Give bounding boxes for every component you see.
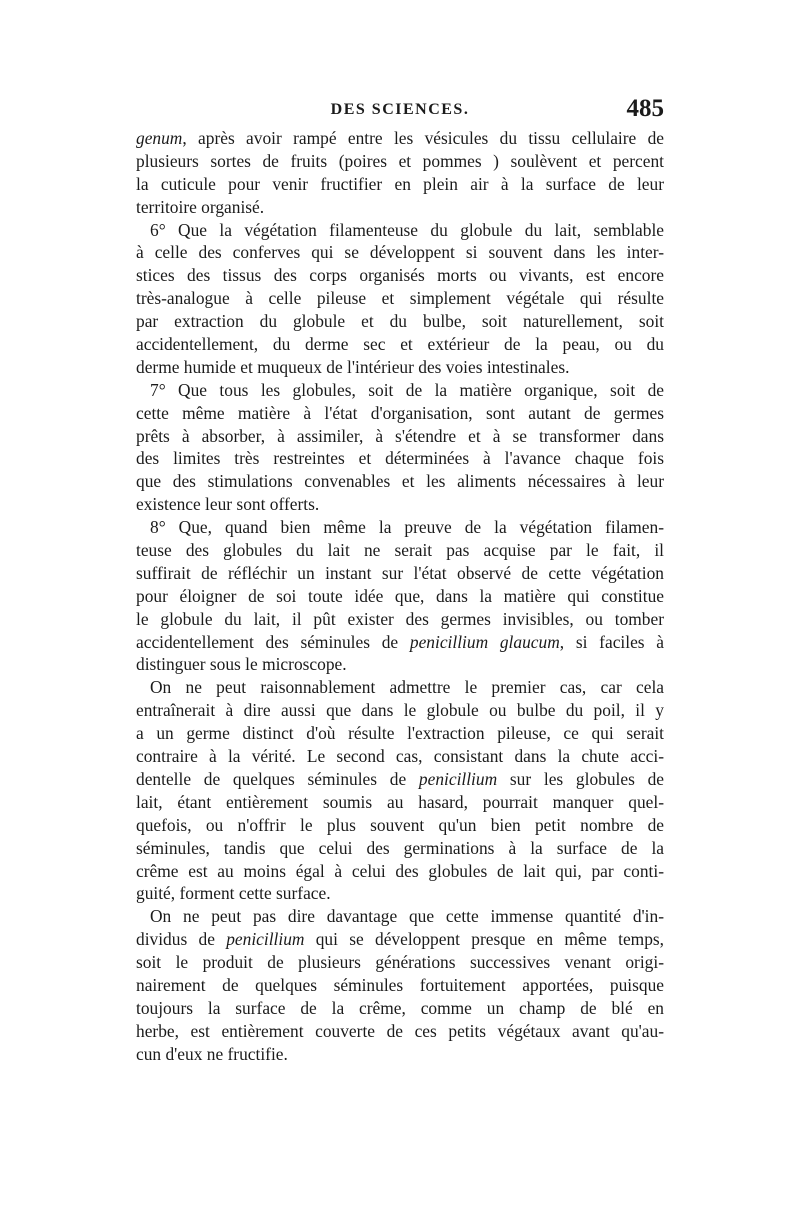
text-line: a un germe distinct d'où résulte l'extraction pileuse, ce qui serait [136,723,664,744]
text-line: 8° Que, quand bien même la preuve de la végétation filamen- [150,517,664,538]
page-number: 485 [626,95,664,122]
text-line: contraire à la vérité. Le second cas, consistant dans la chute acci- [136,746,664,767]
text-line: séminules, tandis que celui des germinations à la surface de la [136,837,664,858]
text-line: très-analogue à celle pileuse et simplement végétale qui résulte [136,288,664,309]
text-line: la cuticule pour venir fructifier en plein air à la surface de leur [136,173,664,194]
text-line: le globule du lait, il pût exister des germes invisibles, ou tomber [136,608,664,629]
text-line: lait, étant entièrement soumis au hasard, pourrait manquer quel- [136,791,664,812]
text-line: stices des tissus des corps organisés morts ou vivants, est encore [136,265,664,286]
italic-run: genum [136,128,183,148]
italic-run: penicillium glaucum [409,631,560,652]
text-line: dividus de penicillium qui se développent presque en même temps, [136,929,664,950]
text-line: crême est au moins égal à celui des globules de lait qui, par conti- [136,860,664,881]
text-line: soit le produit de plusieurs générations successives venant origi- [136,952,664,973]
italic-run: penicillium [418,768,498,789]
text-line: des limites très restreintes et déterminées à l'avance chaque fois [136,448,664,469]
italic-run: penicillium [226,929,305,950]
text-line: suffirait de réfléchir un instant sur l'état observé de cette végétation [136,562,664,583]
text-line: accidentellement des séminules de penicillium glaucum, si faciles à [136,631,664,652]
running-title: DES SCIENCES. [330,101,470,118]
text-line: cette même matière à l'état d'organisation, sont autant de germes [136,402,664,423]
text-line: dentelle de quelques séminules de penicillium sur les globules de [136,768,664,789]
text-line: territoire organisé. [136,196,265,217]
text-line: quefois, ou n'offrir le plus souvent qu'un bien petit nombre de [136,814,664,835]
running-head [136,95,664,125]
text-line: herbe, est entièrement couverte de ces petits végétaux avant qu'au- [136,1020,664,1041]
text-line: entraînerait à dire aussi que dans le globule ou bulbe du poil, il y [136,700,664,721]
text-line: accidentellement, du derme sec et extérieur de la peau, ou du [136,334,664,355]
text-line: cun d'eux ne fructifie. [136,1043,288,1064]
text-line: 7° Que tous les globules, soit de la matière organique, soit de [150,379,664,400]
body-text [136,127,664,1066]
text-line: On ne peut pas dire davantage que cette immense quantité d'in- [150,906,664,927]
text-line: à celle des conferves qui se développent si souvent dans les inter- [136,242,664,263]
text-line: guité, forment cette surface. [136,883,331,904]
text-line: par extraction du globule et du bulbe, soit naturellement, soit [136,311,664,332]
text-line: pour éloigner de soi toute idée que, dans la matière qui constitue [136,585,664,606]
text-line: nairement de quelques séminules fortuitement apportées, puisque [136,974,664,995]
text-line: genum, après avoir rampé entre les vésicules du tissu cellulaire de [136,128,664,148]
text-line: toujours la surface de la crême, comme un champ de blé en [136,997,664,1018]
text-line: 6° Que la végétation filamenteuse du globule du lait, semblable [150,219,664,240]
text-line: On ne peut raisonnablement admettre le premier cas, car cela [150,677,664,698]
text-line: prêts à absorber, à assimiler, à s'étendre et à se transformer dans [136,425,664,446]
text-line: plusieurs sortes de fruits (poires et pommes ) soulèvent et percent [136,150,664,171]
text-line: derme humide et muqueux de l'intérieur des voies intestinales. [136,356,570,377]
text-line: distinguer sous le microscope. [136,654,347,675]
text-line: teuse des globules du lait ne serait pas acquise par le fait, il [136,540,664,561]
text-line: existence leur sont offerts. [136,494,320,515]
text-line: que des stimulations convenables et les aliments nécessaires à leur [136,471,664,492]
